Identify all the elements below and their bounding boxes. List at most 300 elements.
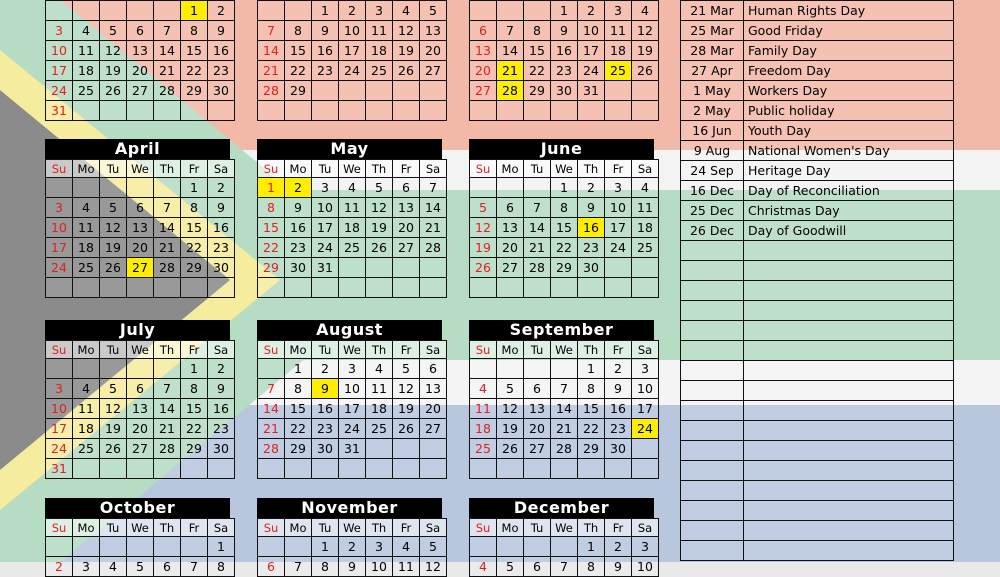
week-row (258, 61, 447, 81)
month-table (469, 518, 659, 577)
day-cell (181, 537, 208, 557)
weekday-label: Mo (73, 519, 100, 537)
day-cell: 19 (497, 419, 524, 439)
day-cell: 1 (181, 359, 208, 379)
day-cell: 8 (578, 557, 605, 577)
week-row (258, 459, 447, 479)
day-cell: 12 (100, 399, 127, 419)
day-cell: 16 (285, 218, 312, 238)
week-row (258, 419, 447, 439)
holiday-date: 28 Mar (681, 41, 744, 61)
week-row (46, 399, 235, 419)
weekday-label: Mo (285, 519, 312, 537)
empty-holiday-row (681, 441, 954, 461)
day-cell: 10 (46, 399, 73, 419)
day-cell (632, 278, 659, 298)
day-cell: 24 (605, 238, 632, 258)
week-row (46, 81, 235, 101)
day-cell: 17 (339, 399, 366, 419)
day-cell: 6 (127, 198, 154, 218)
day-cell: 29 (285, 81, 312, 101)
day-cell: 29 (181, 258, 208, 278)
day-cell: 26 (470, 258, 497, 278)
holiday-row (681, 141, 954, 161)
day-cell: 5 (100, 379, 127, 399)
day-cell: 19 (366, 218, 393, 238)
holiday-name: Family Day (744, 41, 954, 61)
day-cell (632, 258, 659, 278)
weekday-label: Tu (524, 160, 551, 178)
weekday-label: Su (46, 160, 73, 178)
day-cell: 15 (578, 399, 605, 419)
day-cell (470, 459, 497, 479)
week-row (470, 21, 659, 41)
day-cell: 21 (551, 419, 578, 439)
weekday-header-row (46, 341, 235, 359)
day-cell: 9 (578, 198, 605, 218)
week-row (46, 21, 235, 41)
day-cell: 16 (208, 218, 235, 238)
month-calendar-june (469, 139, 654, 298)
day-cell (497, 459, 524, 479)
day-cell: 10 (632, 379, 659, 399)
month-title: April (45, 139, 230, 159)
week-row (470, 399, 659, 419)
month-calendar-september (469, 320, 654, 479)
holiday-row (681, 81, 954, 101)
day-cell: 18 (632, 218, 659, 238)
day-cell: 3 (339, 359, 366, 379)
day-cell: 18 (73, 419, 100, 439)
day-cell (154, 178, 181, 198)
weekday-label: Su (470, 160, 497, 178)
day-cell: 14 (420, 198, 447, 218)
week-row (470, 557, 659, 577)
day-cell: 23 (312, 61, 339, 81)
weekday-label: Fr (605, 341, 632, 359)
day-cell: 5 (420, 537, 447, 557)
holiday-date (681, 341, 744, 361)
day-cell: 11 (366, 21, 393, 41)
weekday-label: Sa (632, 341, 659, 359)
day-cell (420, 258, 447, 278)
day-cell: 15 (258, 218, 285, 238)
weekday-label: Fr (605, 160, 632, 178)
day-cell: 4 (100, 557, 127, 577)
day-cell (258, 278, 285, 298)
day-cell: 29 (181, 81, 208, 101)
holiday-date (681, 361, 744, 381)
day-cell: 30 (605, 439, 632, 459)
day-cell: 25 (366, 419, 393, 439)
day-cell (127, 537, 154, 557)
day-cell: 11 (73, 399, 100, 419)
weekday-header-row (470, 341, 659, 359)
day-cell (497, 278, 524, 298)
week-row (470, 41, 659, 61)
day-cell: 18 (470, 419, 497, 439)
day-cell: 19 (100, 419, 127, 439)
month-table (45, 340, 235, 479)
month-table (45, 0, 235, 121)
week-row (258, 278, 447, 298)
day-cell: 27 (497, 258, 524, 278)
weekday-label: Th (366, 519, 393, 537)
day-cell: 10 (578, 21, 605, 41)
day-cell: 11 (470, 399, 497, 419)
day-cell: 12 (420, 557, 447, 577)
day-cell: 30 (551, 81, 578, 101)
month-calendar-july (45, 320, 230, 479)
day-cell: 21 (420, 218, 447, 238)
day-cell: 24 (578, 61, 605, 81)
day-cell: 18 (605, 41, 632, 61)
day-cell (524, 1, 551, 21)
day-cell (73, 459, 100, 479)
holiday-name (744, 461, 954, 481)
day-cell (285, 537, 312, 557)
day-cell: 20 (497, 238, 524, 258)
weekday-label: Th (366, 341, 393, 359)
weekday-label: Su (258, 160, 285, 178)
day-cell (46, 359, 73, 379)
week-row (46, 459, 235, 479)
day-cell: 12 (470, 218, 497, 238)
holiday-name: Youth Day (744, 121, 954, 141)
day-cell: 18 (366, 41, 393, 61)
day-cell (208, 101, 235, 121)
day-cell: 6 (420, 359, 447, 379)
weekday-label: Tu (100, 341, 127, 359)
day-cell: 5 (127, 557, 154, 577)
weekday-header-row (258, 341, 447, 359)
month-calendar (45, 0, 230, 121)
day-cell (524, 278, 551, 298)
day-cell: 7 (258, 379, 285, 399)
holiday-row (681, 101, 954, 121)
weekday-label: We (339, 160, 366, 178)
week-row (470, 278, 659, 298)
day-cell: 12 (100, 41, 127, 61)
holiday-date: 21 Mar (681, 1, 744, 21)
day-cell: 6 (524, 379, 551, 399)
weekday-label: We (339, 519, 366, 537)
day-cell (100, 101, 127, 121)
day-cell (497, 101, 524, 121)
month-title: December (469, 498, 654, 518)
holiday-row (681, 121, 954, 141)
day-cell: 28 (551, 439, 578, 459)
day-cell: 24 (46, 81, 73, 101)
holiday-name (744, 521, 954, 541)
month-table (469, 340, 659, 479)
day-cell: 22 (578, 419, 605, 439)
day-cell (366, 101, 393, 121)
weekday-header-row (46, 519, 235, 537)
day-cell: 13 (127, 41, 154, 61)
day-cell: 28 (154, 258, 181, 278)
empty-holiday-row (681, 481, 954, 501)
day-cell (208, 459, 235, 479)
day-cell: 18 (73, 61, 100, 81)
day-cell: 12 (393, 379, 420, 399)
day-cell: 4 (632, 1, 659, 21)
empty-holiday-row (681, 341, 954, 361)
month-title: September (469, 320, 654, 340)
holiday-name: Day of Goodwill (744, 221, 954, 241)
week-row (470, 238, 659, 258)
day-cell: 10 (366, 557, 393, 577)
day-cell: 7 (154, 379, 181, 399)
day-cell (312, 101, 339, 121)
day-cell: 11 (73, 218, 100, 238)
week-row (258, 101, 447, 121)
day-cell: 3 (46, 379, 73, 399)
weekday-label: Mo (497, 160, 524, 178)
week-row (46, 1, 235, 21)
weekday-label: Fr (181, 341, 208, 359)
day-cell: 21 (154, 419, 181, 439)
day-cell: 26 (497, 439, 524, 459)
weekday-label: Tu (524, 519, 551, 537)
day-cell (393, 278, 420, 298)
holiday-date (681, 261, 744, 281)
day-cell (578, 278, 605, 298)
day-cell: 29 (285, 439, 312, 459)
day-cell (551, 537, 578, 557)
week-row (46, 61, 235, 81)
week-row (470, 359, 659, 379)
day-cell (470, 101, 497, 121)
holiday-name: Christmas Day (744, 201, 954, 221)
holiday-name: Day of Reconciliation (744, 181, 954, 201)
weekday-label: We (127, 160, 154, 178)
day-cell: 8 (312, 557, 339, 577)
week-row (46, 379, 235, 399)
day-cell (46, 537, 73, 557)
month-title: August (257, 320, 442, 340)
day-cell: 11 (339, 198, 366, 218)
day-cell: 7 (420, 178, 447, 198)
day-cell (46, 278, 73, 298)
day-cell: 9 (208, 198, 235, 218)
weekday-label: Th (154, 341, 181, 359)
empty-holiday-row (681, 301, 954, 321)
day-cell: 15 (181, 218, 208, 238)
day-cell (605, 81, 632, 101)
day-cell: 19 (100, 238, 127, 258)
day-cell: 24 (632, 419, 659, 439)
day-cell: 4 (339, 178, 366, 198)
month-table (257, 0, 447, 121)
day-cell: 5 (470, 198, 497, 218)
day-cell: 3 (46, 198, 73, 218)
day-cell (181, 278, 208, 298)
day-cell: 15 (285, 41, 312, 61)
day-cell: 1 (312, 1, 339, 21)
week-row (46, 439, 235, 459)
week-row (46, 218, 235, 238)
weekday-label: Tu (524, 341, 551, 359)
week-row (46, 419, 235, 439)
day-cell: 8 (285, 21, 312, 41)
day-cell: 13 (497, 218, 524, 238)
day-cell: 30 (312, 439, 339, 459)
day-cell: 21 (154, 61, 181, 81)
day-cell: 30 (208, 439, 235, 459)
week-row (258, 439, 447, 459)
weekday-label: Mo (73, 341, 100, 359)
day-cell: 1 (285, 359, 312, 379)
day-cell (551, 101, 578, 121)
day-cell: 6 (154, 557, 181, 577)
weekday-label: Fr (393, 519, 420, 537)
day-cell: 9 (339, 557, 366, 577)
day-cell (366, 459, 393, 479)
day-cell (497, 178, 524, 198)
day-cell: 26 (632, 61, 659, 81)
day-cell: 5 (420, 1, 447, 21)
day-cell: 1 (181, 1, 208, 21)
holiday-name: Workers Day (744, 81, 954, 101)
weekday-label: Sa (208, 160, 235, 178)
week-row (46, 359, 235, 379)
month-calendar-november (257, 498, 442, 577)
day-cell: 5 (100, 21, 127, 41)
day-cell (524, 459, 551, 479)
day-cell (366, 258, 393, 278)
holiday-name (744, 341, 954, 361)
day-cell: 1 (258, 178, 285, 198)
day-cell: 4 (366, 359, 393, 379)
day-cell (366, 81, 393, 101)
empty-holiday-row (681, 381, 954, 401)
day-cell: 13 (524, 399, 551, 419)
day-cell: 22 (285, 419, 312, 439)
week-row (258, 198, 447, 218)
day-cell: 20 (470, 61, 497, 81)
holiday-row (681, 21, 954, 41)
weekday-label: Th (578, 519, 605, 537)
holiday-date (681, 461, 744, 481)
holiday-row (681, 61, 954, 81)
day-cell (73, 278, 100, 298)
week-row (46, 537, 235, 557)
holiday-date (681, 281, 744, 301)
day-cell: 25 (366, 61, 393, 81)
day-cell: 25 (73, 258, 100, 278)
day-cell: 23 (208, 238, 235, 258)
day-cell: 4 (470, 557, 497, 577)
week-row (470, 81, 659, 101)
weekday-label: Sa (420, 519, 447, 537)
day-cell: 15 (181, 41, 208, 61)
day-cell (181, 101, 208, 121)
day-cell: 4 (73, 198, 100, 218)
day-cell: 8 (551, 198, 578, 218)
weekday-label: Sa (420, 160, 447, 178)
day-cell (312, 81, 339, 101)
day-cell: 25 (632, 238, 659, 258)
holiday-name (744, 361, 954, 381)
weekday-label: Fr (393, 160, 420, 178)
day-cell: 7 (551, 557, 578, 577)
day-cell: 18 (366, 399, 393, 419)
day-cell: 23 (551, 61, 578, 81)
week-row (258, 258, 447, 278)
day-cell: 14 (258, 41, 285, 61)
holiday-date (681, 301, 744, 321)
day-cell: 27 (524, 439, 551, 459)
empty-holiday-row (681, 461, 954, 481)
day-cell (73, 101, 100, 121)
day-cell: 17 (46, 238, 73, 258)
day-cell (154, 359, 181, 379)
day-cell: 3 (632, 359, 659, 379)
day-cell: 27 (393, 238, 420, 258)
holiday-date: 25 Dec (681, 201, 744, 221)
day-cell (420, 81, 447, 101)
day-cell: 14 (154, 399, 181, 419)
week-row (46, 258, 235, 278)
day-cell (100, 1, 127, 21)
holiday-date (681, 321, 744, 341)
day-cell: 8 (524, 21, 551, 41)
day-cell (285, 459, 312, 479)
day-cell: 29 (524, 81, 551, 101)
day-cell: 16 (551, 41, 578, 61)
month-title: May (257, 139, 442, 159)
day-cell: 23 (312, 419, 339, 439)
day-cell: 11 (393, 557, 420, 577)
day-cell: 13 (127, 218, 154, 238)
day-cell: 13 (393, 198, 420, 218)
day-cell (393, 439, 420, 459)
week-row (258, 218, 447, 238)
weekday-label: Sa (632, 519, 659, 537)
day-cell (154, 278, 181, 298)
holiday-name: Human Rights Day (744, 1, 954, 21)
day-cell: 14 (497, 41, 524, 61)
day-cell: 28 (154, 439, 181, 459)
holiday-row (681, 181, 954, 201)
day-cell: 3 (632, 537, 659, 557)
day-cell (551, 459, 578, 479)
day-cell: 15 (285, 399, 312, 419)
week-row (258, 359, 447, 379)
day-cell: 2 (605, 359, 632, 379)
day-cell (605, 459, 632, 479)
day-cell: 27 (127, 439, 154, 459)
day-cell: 16 (312, 41, 339, 61)
holiday-name (744, 501, 954, 521)
day-cell: 13 (420, 379, 447, 399)
day-cell: 8 (208, 557, 235, 577)
day-cell: 23 (208, 61, 235, 81)
day-cell: 24 (339, 419, 366, 439)
week-row (470, 218, 659, 238)
holiday-date (681, 381, 744, 401)
day-cell: 6 (524, 557, 551, 577)
week-row (46, 238, 235, 258)
day-cell: 3 (605, 178, 632, 198)
weekday-label: Tu (312, 341, 339, 359)
week-row (470, 1, 659, 21)
day-cell (470, 278, 497, 298)
holiday-name (744, 541, 954, 561)
day-cell: 7 (258, 21, 285, 41)
week-row (258, 41, 447, 61)
